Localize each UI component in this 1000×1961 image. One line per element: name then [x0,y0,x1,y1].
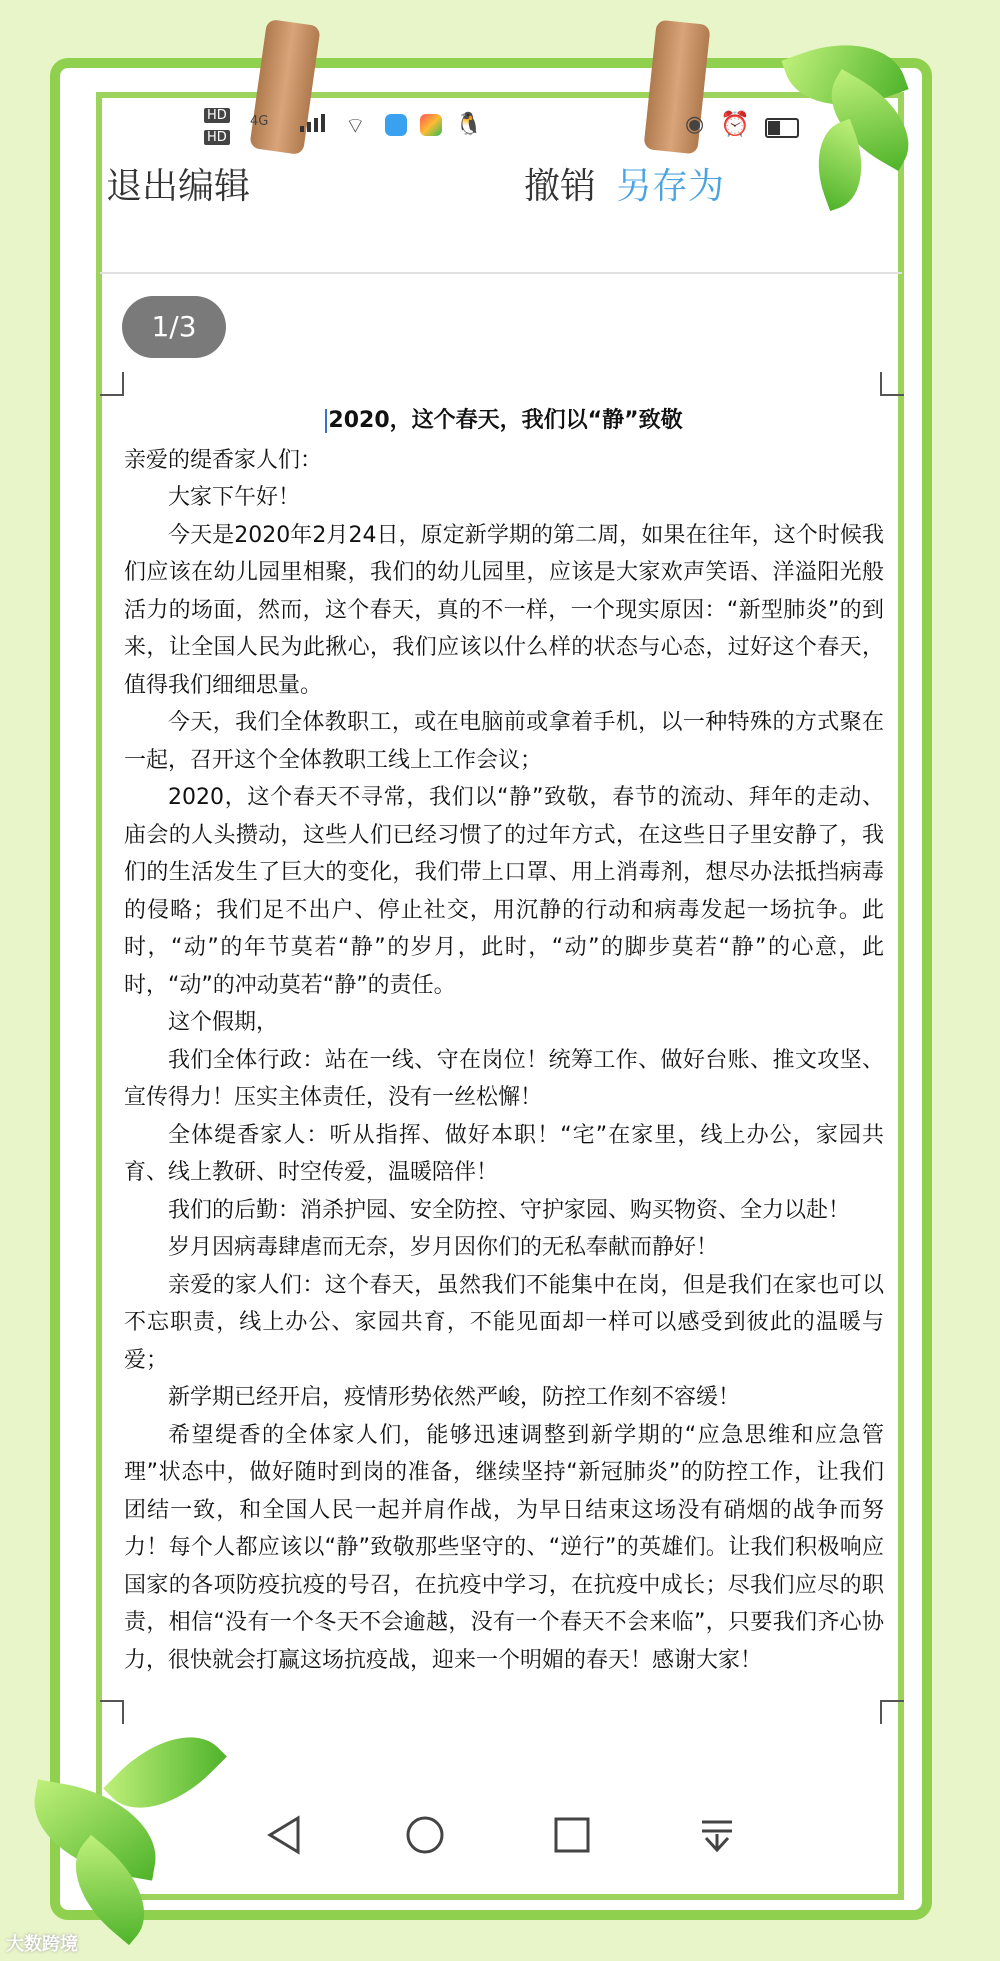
recent-apps-icon[interactable] [547,1810,597,1860]
document-paragraph: 亲爱的缇香家人们： [124,447,323,473]
network-type: 4G [250,114,269,129]
status-bar [200,104,820,144]
document-paragraph: 今天是2020年2月24日，原定新学期的第二周，如果在往年，这个时候我们应该在幼儿园里相聚，我们的幼儿园里，应该是大家欢声笑语、洋溢阳光般活力的场面，然而，这个春天，真的不一样，一个现实原因：“新型肺炎”的到来，让全国人民为此揪心，我们应该以什么样的状态与心态，过好这个春天，值得我们细细思量。 [124,522,884,698]
notification-app-icon-2 [420,114,442,136]
toolbar-divider [100,272,902,274]
back-icon[interactable] [260,1810,310,1860]
document-paragraph: 希望缇香的全体家人们，能够迅速调整到新学期的“应急思维和应急管理”状态中，做好随时到岗的准备，继续坚持“新冠肺炎”的防控工作，让我们团结一致，和全国人民一起并肩作战，为早日结束这场没有硝烟的战争而努力！每个人都应该以“静”致敬那些坚守的、“逆行”的英雄们。让我们积极响应国家的各项防疫抗疫的号召，在抗疫中学习，在抗疫中成长；尽我们应尽的职责，相信“没有一个冬天不会逾越，没有一个春天不会来临”，只要我们齐心协力，很快就会打赢这场抗疫战，迎来一个明媚的春天！感谢大家！ [124,1422,884,1673]
page-corner-mark [100,372,124,396]
notification-app-icon [385,114,407,136]
qq-icon: 🐧 [455,112,483,137]
watermark: 大数跨境 [6,1934,78,1955]
page-corner-mark [100,1700,124,1724]
hd-indicator-2: HD [204,130,230,145]
undo-button[interactable]: 撤销 [524,166,597,207]
document-paragraph: 岁月因病毒肆虐而无奈，岁月因你们的无私奉献而静好！ [168,1235,719,1260]
hide-keyboard-icon[interactable] [692,1810,742,1860]
document-paragraphs [124,442,884,1680]
battery-icon [765,118,799,138]
document-paragraph: 我们全体行政：站在一线、守在岗位！统筹工作、做好台账、推文攻坚、宣传得力！压实主体责任，没有一丝松懈！ [124,1047,884,1110]
document-body[interactable] [124,402,884,1679]
hd-indicator-1: HD [204,108,230,123]
home-icon[interactable] [400,1810,450,1860]
document-paragraph: 这个假期， [168,1010,279,1035]
eye-comfort-icon: ◉ [685,112,705,137]
document-paragraph: 新学期已经开启，疫情形势依然严峻，防控工作刻不容缓！ [168,1385,741,1410]
page-corner-mark [880,372,904,396]
navigation-bar [100,1800,900,1870]
document-paragraph: 我们的后勤：消杀护园、安全防控、守护家园、购买物资、全力以赴！ [168,1197,851,1223]
page-corner-mark [880,1700,904,1724]
document-paragraph: 亲爱的家人们：这个春天，虽然我们不能集中在岗，但是我们在家也可以不忘职责，线上办公、家园共育，不能见面却一样可以感受到彼此的温暖与爱； [124,1272,884,1373]
document-paragraph: 2020，这个春天不寻常，我们以“静”致敬，春节的流动、拜年的走动、庙会的人头攒动，这些人们已经习惯了的过年方式，在这些日子里安静了，我们的生活发生了巨大的变化，我们带上口罩、用上消毒剂，想尽办法抵挡病毒的侵略；我们足不出户、停止社交，用沉静的行动和病毒发起一场抗争。此时，“动”的年节莫若“静”的岁月，此时，“动”的脚步莫若“静”的心意，此时，“动”的冲动莫若“静”的责任。 [124,785,884,998]
document-title-line [124,402,884,440]
document-paragraph: 全体缇香家人：听从指挥、做好本职！“宅”在家里，线上办公，家园共育、线上教研、时空传爱，温暖陪伴！ [124,1122,884,1185]
wifi-icon: ⌔ [345,114,366,139]
editor-toolbar [100,150,900,220]
page-indicator: 1/3 [122,296,226,358]
document-paragraph: 今天，我们全体教职工，或在电脑前或拿着手机，以一种特殊的方式聚在一起，召开这个全体教职工线上工作会议； [124,710,884,773]
exit-edit-button[interactable]: 退出编辑 [106,166,251,207]
document-title: 2020，这个春天，我们以“静”致敬 [328,408,683,433]
save-as-button[interactable]: 另存为 [616,166,725,207]
signal-icon [300,114,325,132]
alarm-icon: ⏰ [720,110,750,138]
document-paragraph: 大家下午好！ [168,485,301,510]
